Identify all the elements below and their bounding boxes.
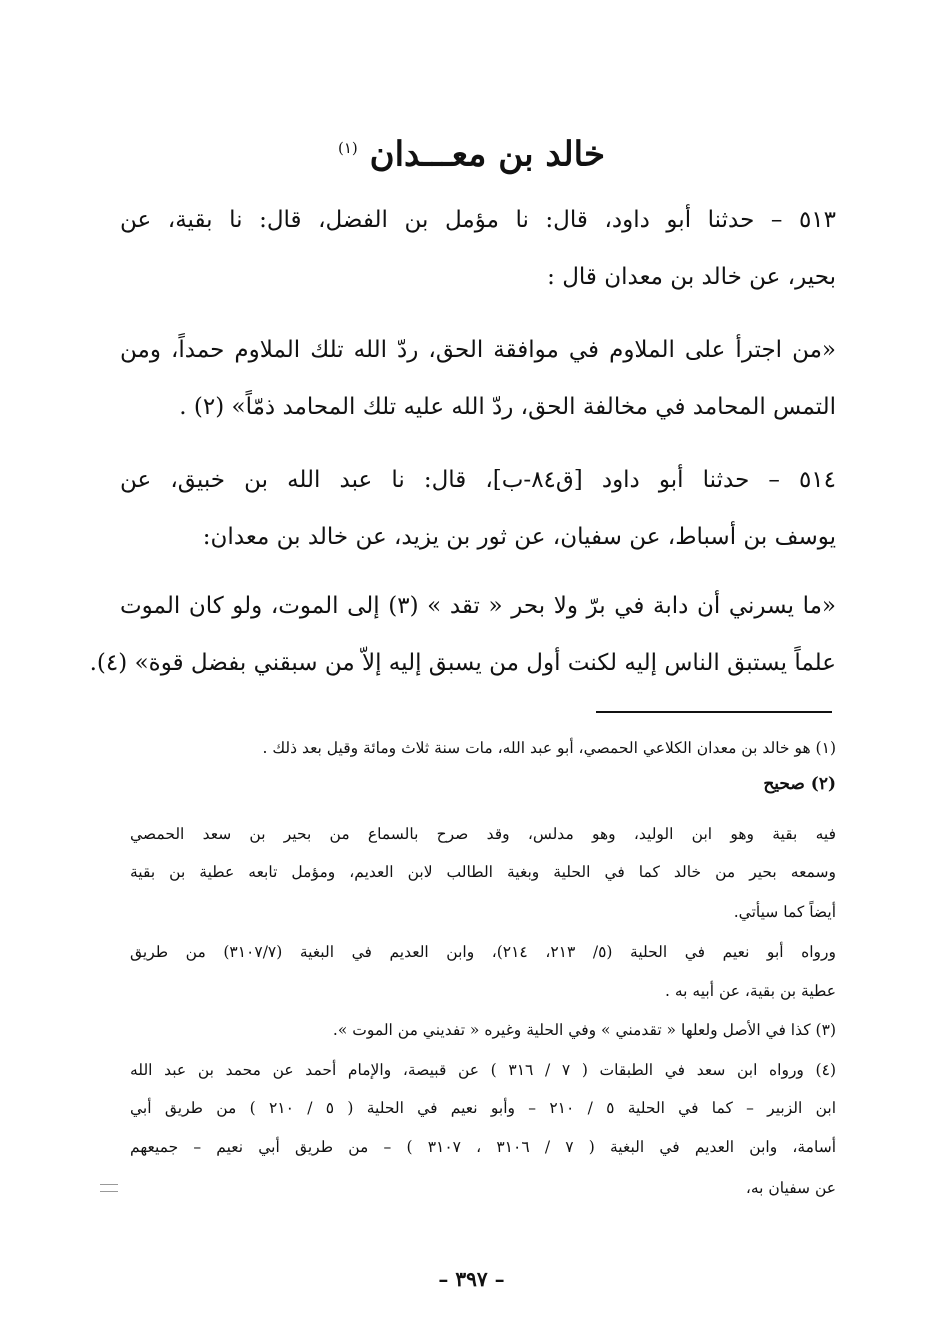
footnote-line: عن سفيان به،	[745, 1179, 836, 1197]
footnote-line: ورواه أبو نعيم في الحلية (٥/ ٢١٣، ٢١٤)، وابن العديم في البغية (٣١٠٧/٧) من طريق	[130, 943, 836, 961]
footnote-line: عطية بن بقية، عن أبيه به .	[665, 982, 836, 1000]
footnote-line: (٣) كذا في الأصل ولعلها « تقدمني » وفي الحلية وغيره « تفديني من الموت ».	[332, 1021, 836, 1039]
footnote-line: (٤) ورواه ابن سعد في الطبقات ( ٧ / ٣١٦ ) عن قبيصة، والإمام أحمد عن محمد بن عبد الله	[130, 1061, 836, 1079]
footnote-heading: (٢) صحيح	[763, 774, 836, 794]
body-line: بحير، عن خالد بن معدان قال :	[547, 264, 836, 290]
chapter-title-text: خالد بن معـــدان	[369, 134, 605, 175]
footnote-line: وسمعه بحير من خالد كما في الحلية وبغية الطالب لابن العديم، ومؤمل تابعه عطية بن بقية	[130, 863, 836, 881]
body-line: التمس المحامد في مخالفة الحق، ردّ الله عليه تلك المحامد ذمّاً» (٢) .	[179, 394, 836, 420]
footnote-separator	[596, 711, 832, 713]
body-line: ٥١٣ – حدثنا أبو داود، قال: نا مؤمل بن الفضل، قال: نا بقية، عن	[120, 207, 836, 233]
footnote-line: أيضاً كما سيأتي.	[733, 903, 836, 921]
body-line: «ما يسرني أن دابة في برّ ولا بحر « تقد » (٣) إلى الموت، ولو كان الموت	[120, 593, 836, 619]
margin-mark	[100, 1184, 118, 1192]
chapter-title	[0, 120, 943, 182]
body-line: ٥١٤ – حدثنا أبو داود [ق٨٤-ب]، قال: نا عبد الله بن خبيق، عن	[120, 467, 837, 493]
footnote-line: (١) هو خالد بن معدان الكلاعي الحمصي، أبو عبد الله، مات سنة ثلاث ومائة وقيل بعد ذلك .	[262, 739, 836, 757]
page-number: – ٣٩٧ –	[438, 1267, 505, 1291]
chapter-title-footnote-ref: (١)	[338, 139, 358, 157]
footnote-line: ابن الزبير – كما في الحلية ٥ / ٢١٠ – وأبو نعيم في الحلية ( ٥ / ٢١٠ ) من طريق أبي	[130, 1099, 837, 1117]
body-line: علماً يستبق الناس إليه لكنت أول من يسبق إليه إلاّ من سبقني بفضل قوة» (٤).	[89, 650, 836, 676]
body-line: يوسف بن أسباط، عن سفيان، عن ثور بن يزيد، عن خالد بن معدان:	[202, 524, 836, 550]
body-line: «من اجترأ على الملاوم في موافقة الحق، ردّ الله تلك الملاوم حمداً، ومن	[120, 337, 836, 363]
footnote-line: فيه بقية وهو ابن الوليد، وهو مدلس، وقد صرح بالسماع من بحير بن سعد الحمصي	[130, 825, 836, 843]
footnote-line: أسامة، وابن العديم في البغية ( ٧ / ٣١٠٦ ، ٣١٠٧ ) – من طريق أبي نعيم – جميعهم	[130, 1138, 836, 1156]
